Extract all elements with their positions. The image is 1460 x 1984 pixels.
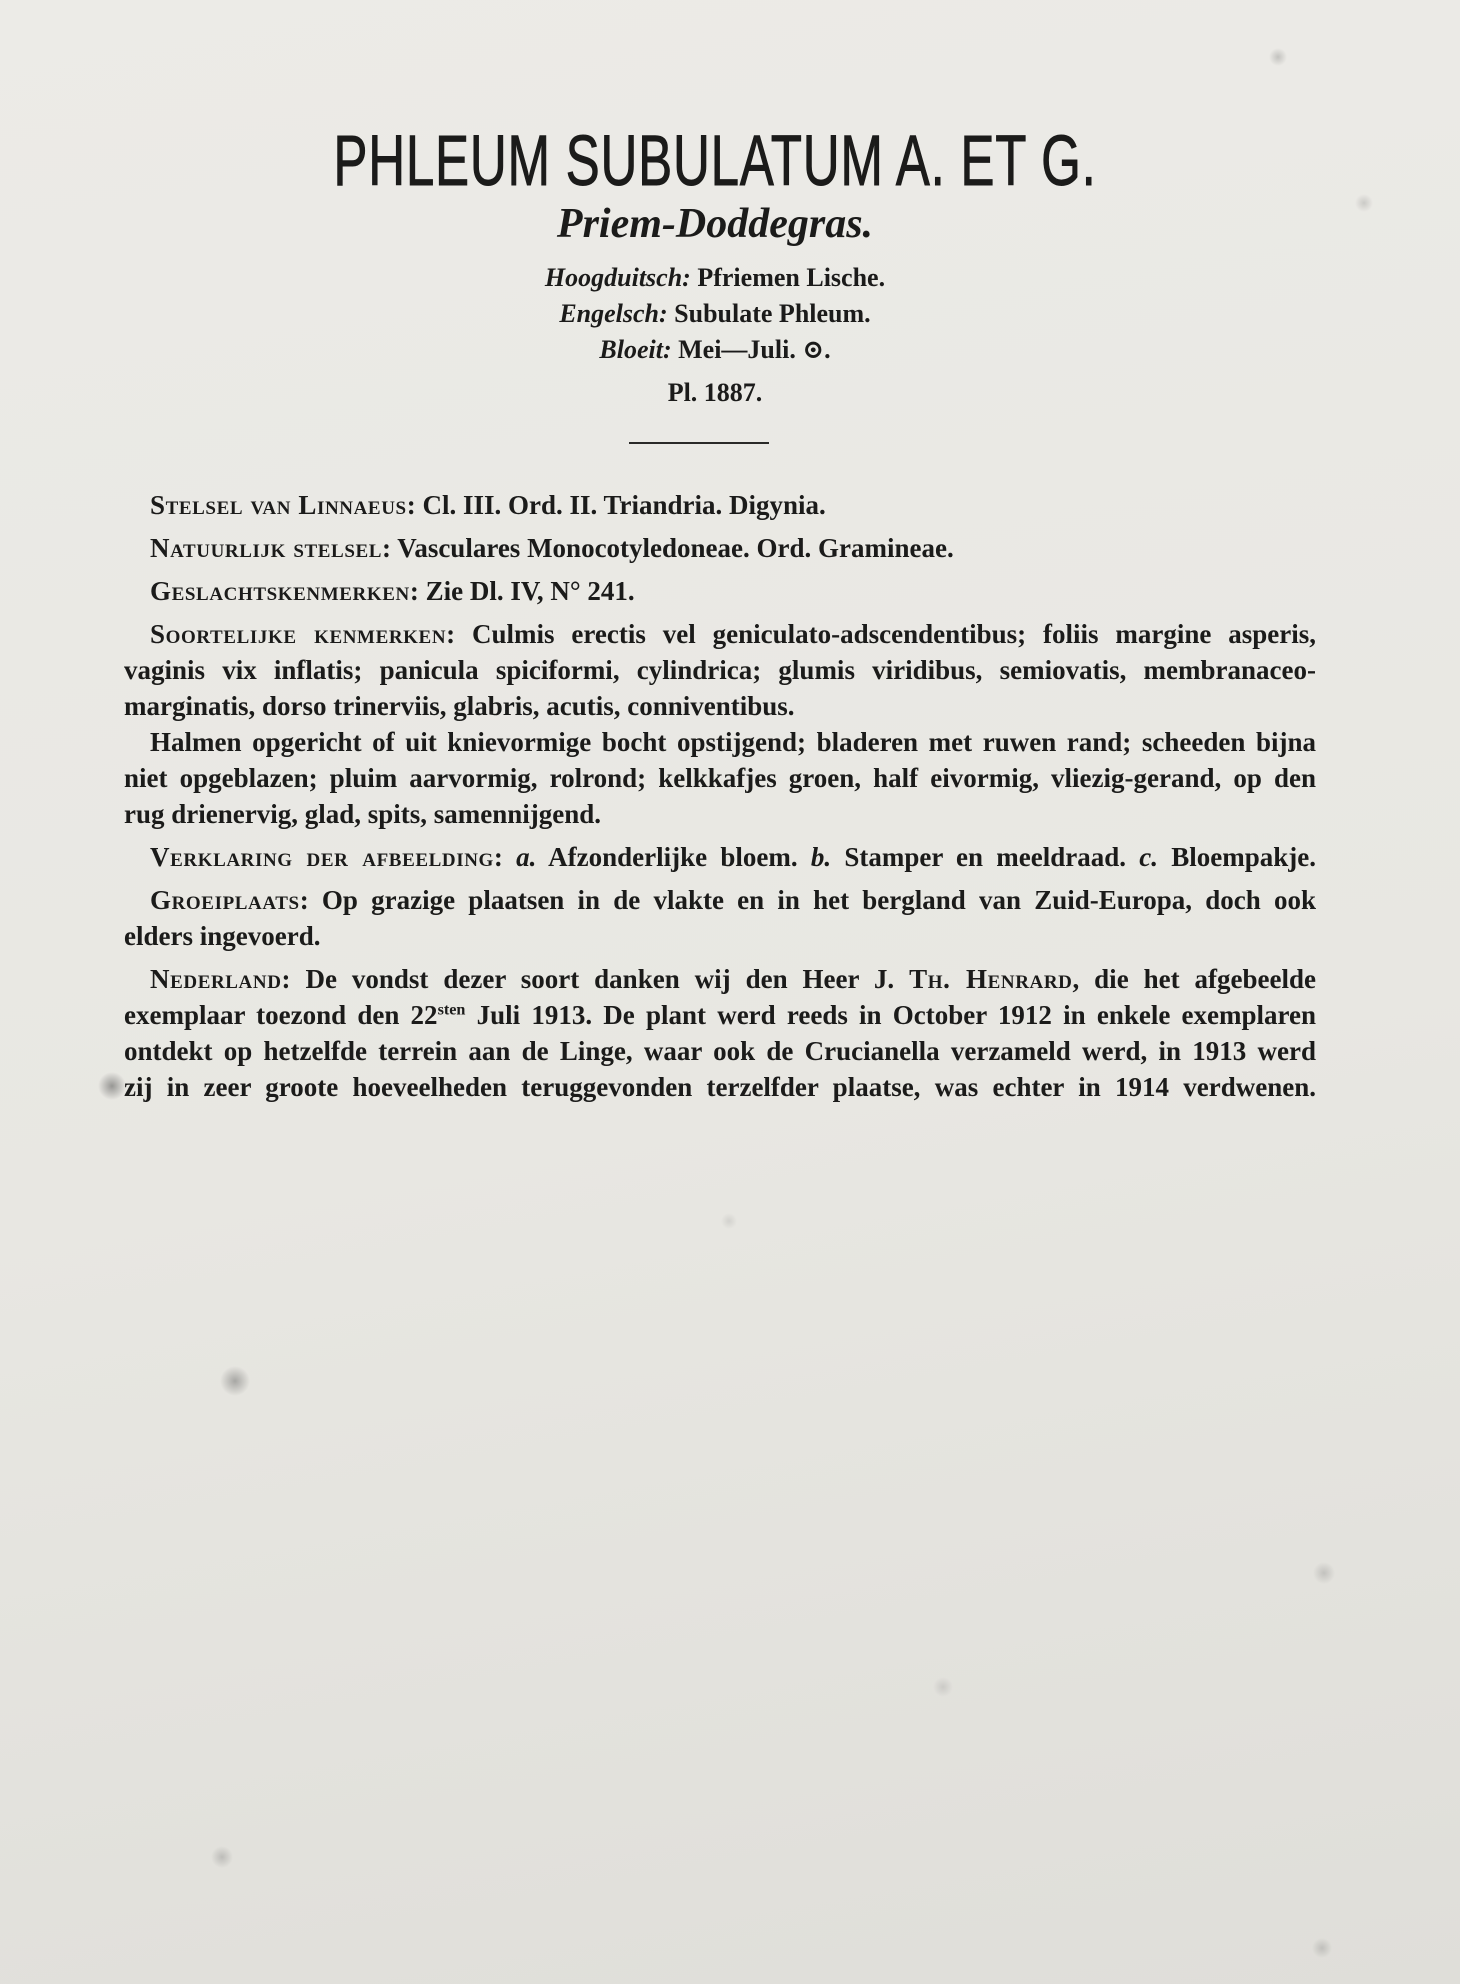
body-text [124,487,1316,1105]
paragraph-nederland [124,961,1316,1105]
name-label: Engelsch: [559,299,668,328]
paragraph-groeiplaats [124,882,1316,954]
text-line [124,688,1316,724]
name-label: Hoogduitsch: [544,263,691,292]
text-run: , die het afgebeelde [1072,964,1316,994]
plate-number: Pl. 1887. [667,378,763,407]
italic-letter: a. [516,842,537,872]
text-line [150,530,1316,566]
name-value: Pfriemen Lische. [697,263,886,292]
italic-letter: c. [1139,842,1158,872]
line-content [124,1036,1316,1066]
name-line-english [124,296,1306,332]
section-label: Natuurlijk stelsel [150,533,383,563]
section-label: Soortelijke kenmerken [150,619,447,649]
text-line [124,1069,1316,1105]
text-run: : Vasculares Monocotyledoneae. Ord. Gramineae. [382,533,954,563]
text-line [124,796,1316,832]
text-run: Bloempakje. [1157,842,1316,872]
text-run: : Zie Dl. IV, N° 241. [409,576,635,606]
line-content [150,964,1316,994]
line-content [150,533,954,563]
text-run: zij in zeer groote hoeveelheden teruggevonden terzelfder plaatse, was echter in 1914 verdwenen. [124,1072,1316,1102]
text-line [150,961,1316,997]
text-run: marginatis, dorso trinerviis, glabris, acutis, conniventibus. [124,691,795,721]
text-run: Stamper en meeldraad. [831,842,1140,872]
text-line [124,1033,1316,1069]
text-line [150,724,1316,760]
text-run: vaginis vix inflatis; panicula spiciformi, cylindrica; glumis viridibus, semiovatis, membranaceo- [124,655,1316,685]
line-content [150,842,1316,872]
line-content [124,1072,1316,1102]
text-run: Juli 1913. De plant werd reeds in October 1912 in enkele exemplaren [465,1000,1316,1030]
name-line-flowering [124,332,1306,368]
line-content [124,655,1316,685]
text-run: niet opgeblazen; pluim aarvormig, rolrond; kelkkafjes groen, half eivormig, vliezig-gerand, op den [124,763,1316,793]
section-label: Groeiplaats [150,885,300,915]
text-run: : [493,842,517,872]
section-label: Nederland [150,964,282,994]
text-run: : Op grazige plaatsen in de vlakte en in het bergland van Zuid-Europa, doch ook [299,885,1316,915]
text-run: rug drienervig, glad, spits, samennijgend. [124,799,602,829]
text-line [150,573,1316,609]
section-label: Verklaring der afbeelding [150,842,494,872]
line-content [124,1000,1316,1030]
title-block [124,124,1306,200]
line-content [124,799,601,829]
title-rule [629,442,769,444]
text-run: : De vondst dezer soort danken wij den Heer J. [281,964,910,994]
name-label: Bloeit: [599,335,672,364]
text-line [124,997,1316,1033]
text-line [150,487,1316,523]
text-run: Halmen opgericht of uit knievormige bocht opstijgend; bladeren met ruwen rand; scheeden bijna [150,727,1316,757]
text-run: ontdekt op hetzelfde terrein aan de Linge, waar ook de Crucianella verzameld werd, in 1913 werd [124,1036,1316,1066]
name-line-german [124,260,1306,296]
paragraph-natuurlijk-stelsel [124,530,1316,566]
section-label: Stelsel van Linnaeus [150,490,407,520]
name-value: Subulate Phleum. [674,299,871,328]
line-content [150,885,1316,915]
line-content [150,619,1316,649]
text-run: Afzonderlijke bloem. [536,842,811,872]
line-content [150,727,1316,757]
text-line [150,839,1316,875]
paragraph-verklaring-der-afbeelding [124,839,1316,875]
small-caps-text: Th. Henrard [909,964,1073,994]
section-label: Geslachtskenmerken [150,576,410,606]
line-content [124,921,320,951]
vernacular-name: Priem-Doddegras. [556,201,874,247]
text-run: exemplaar toezond den 22 [124,1000,438,1030]
name-list [124,260,1306,368]
text-line [150,882,1316,918]
superscript-text: sten [437,1000,466,1019]
paragraph-stelsel-van-linnaeus [124,487,1316,523]
text-line [150,616,1316,652]
line-content [124,691,795,721]
text-run: elders ingevoerd. [124,921,321,951]
paragraph-geslachtskenmerken [124,573,1316,609]
text-run: : Cl. III. Ord. II. Triandria. Digynia. [406,490,826,520]
name-value: Mei—Juli. ⊙. [678,335,831,364]
line-content [124,763,1316,793]
text-line [124,652,1316,688]
text-line [124,760,1316,796]
paragraph-soortelijke-kenmerken [124,616,1316,724]
species-title: PHLEUM SUBULATUM A. ET G. [333,122,1097,201]
text-run: : Culmis erectis vel geniculato-adscendentibus; foliis margine asperis, [446,619,1317,649]
line-content [150,490,826,520]
paragraph-translation [124,724,1316,832]
text-line [124,918,1316,954]
italic-letter: b. [810,842,832,872]
line-content [150,576,635,606]
